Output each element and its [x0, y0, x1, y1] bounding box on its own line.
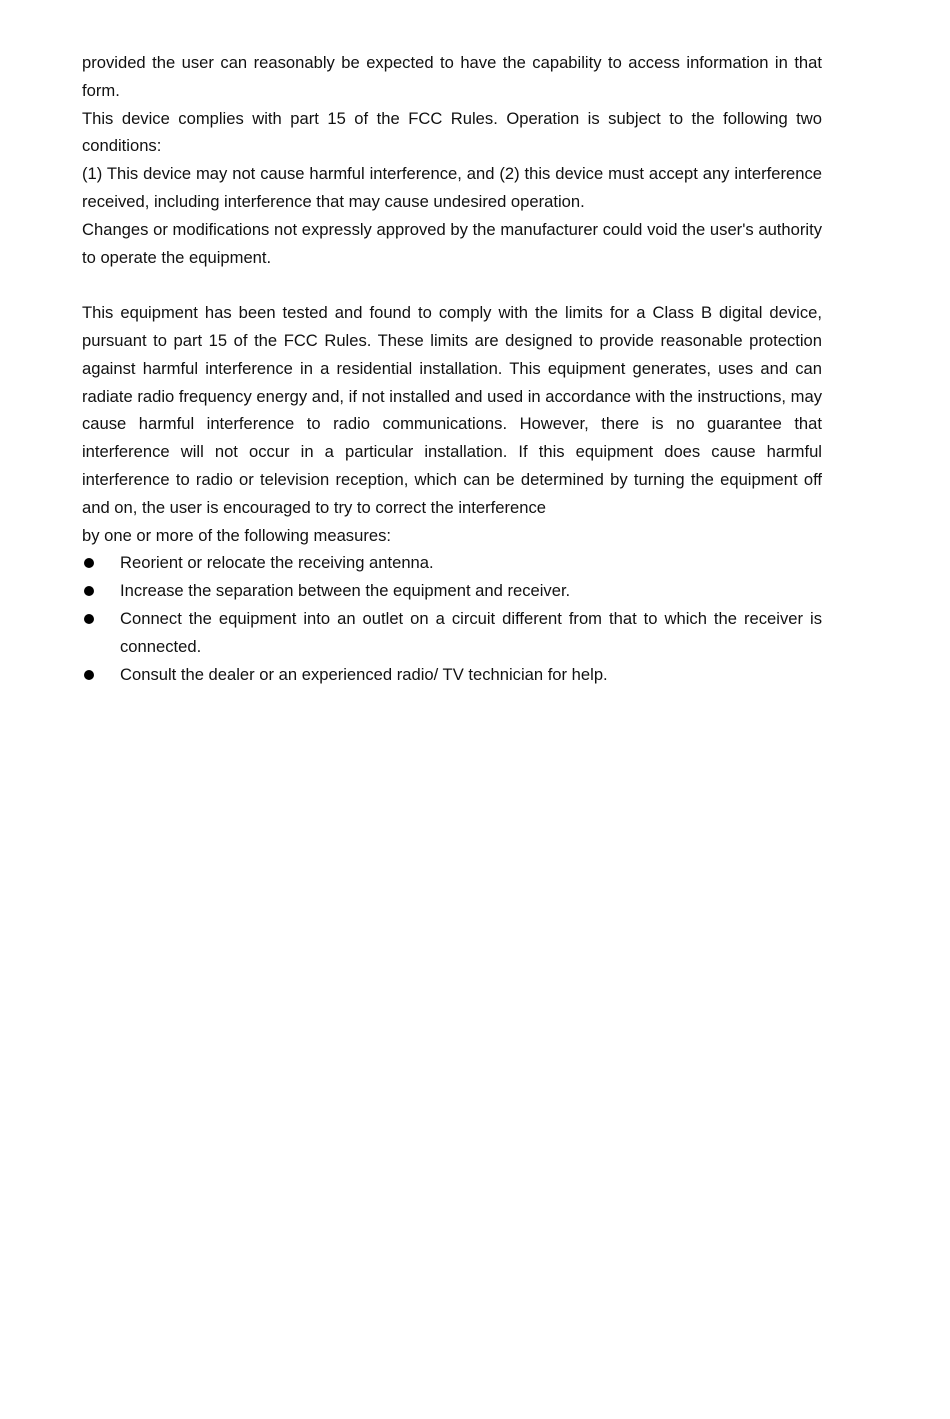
paragraph-modifications: Changes or modifications not expressly approved by the manufacturer could void the user's authority to operate the equipment. [82, 219, 822, 267]
list-item [82, 577, 822, 605]
paragraph-access-info: provided the user can reasonably be expected to have the capability to access information in that form. [82, 53, 822, 100]
fcc-statement [82, 49, 822, 688]
measure-text: Connect the equipment into an outlet on a circuit different from that to which the receiver is connected. [120, 608, 822, 656]
bullet-icon [84, 614, 94, 624]
measures-intro: by one or more of the following measures: [82, 525, 391, 545]
paragraph-class-b: This equipment has been tested and found to comply with the limits for a Class B digital device, pursuant to part 15 of the FCC Rules. These limits are designed to provide reasonable protection against harmful interference in a residential installation. This equipment generates, uses and can radiate radio frequency energy and, if not installed and used in accordance with the instructions, may cause harmful interference to radio communications. However, there is no guarantee that interference will not occur in a particular installation. If this equipment does cause harmful interference to radio or television reception, which can be determined by turning the equipment off and on, the user is encouraged to try to correct the interference [82, 303, 822, 517]
list-item [82, 549, 822, 577]
measure-text: Reorient or relocate the receiving antenna. [120, 553, 434, 573]
list-item [82, 605, 822, 661]
bullet-icon [84, 670, 94, 680]
measures-list [82, 549, 822, 688]
bullet-icon [84, 558, 94, 568]
paragraph-fcc-compliance: This device complies with part 15 of the FCC Rules. Operation is subject to the following two conditions: [82, 108, 822, 156]
paragraph-spacer [82, 271, 822, 299]
measure-text: Increase the separation between the equipment and receiver. [120, 581, 571, 601]
measure-text: Consult the dealer or an experienced radio/ TV technician for help. [120, 664, 608, 684]
bullet-icon [84, 586, 94, 596]
list-item [82, 661, 822, 689]
paragraph-conditions: (1) This device may not cause harmful interference, and (2) this device must accept any interference received, including interference that may cause undesired operation. [82, 164, 822, 211]
